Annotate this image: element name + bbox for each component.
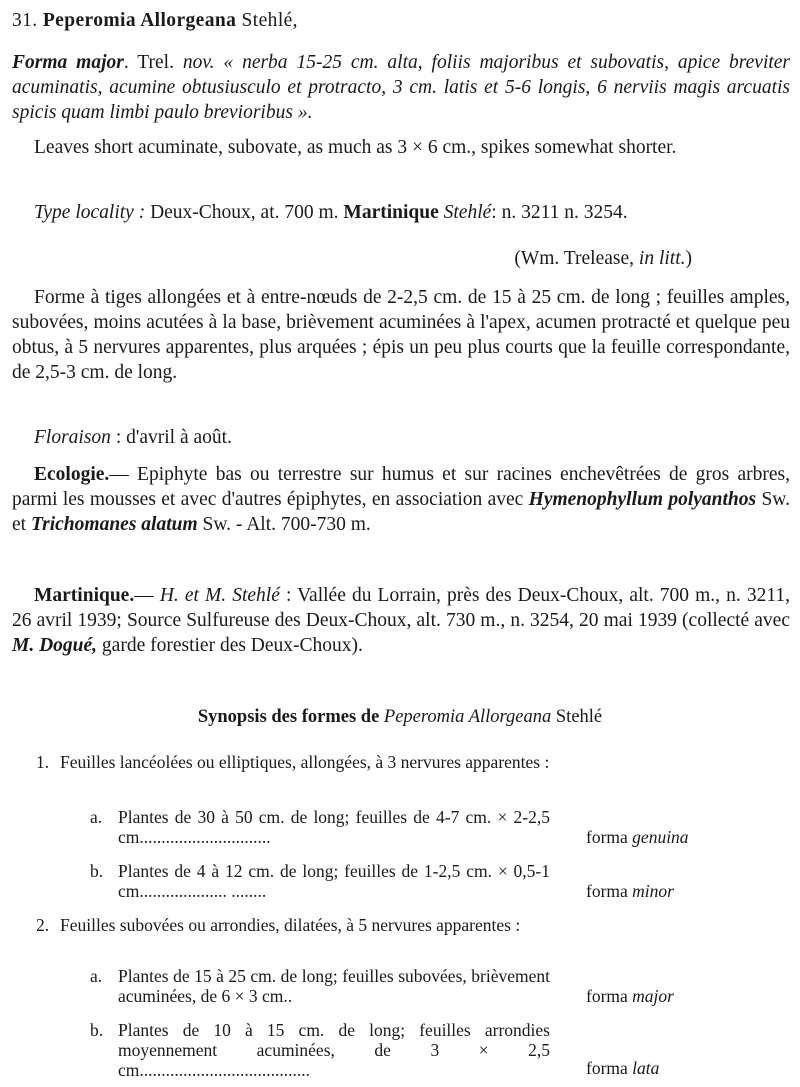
ecologie-species-2: Trichomanes alatum [30,514,198,535]
synopsis-item-number: b. [90,861,104,881]
forma-major-authority: . Trel. [123,52,174,73]
synopsis-title-author: Stehlé [555,707,603,727]
forma-major-nov: nov. [182,52,215,73]
ecologie-label: Ecologie. [34,464,110,485]
ecologie-text-2: Sw. et [12,489,790,535]
type-locality-place: Martinique [343,202,439,223]
trelease-credit [514,246,692,271]
type-locality-text: Deux-Choux, at. 700 m. [150,202,339,223]
martinique-collector-1: H. et M. Stehlé [159,585,280,606]
synopsis-item-text: Plantes de 15 à 25 cm. de long; feuilles subovées, brièvement acuminées, de 6 × 3 cm.. [118,966,550,1006]
ecologie-text-3: Sw. - Alt. 700-730 m. [202,514,371,535]
credit-post: ) [685,248,692,269]
forma-major-latin: « nerba 15-25 cm. alta, foliis majoribus et subovatis, apice breviter acuminatis, acumine obtusiusculo et protracto, 3 cm. latis et 5-6 longis, 6 nerviis magis arcuatis spicis quam limbi paulo brevioribus ». [12,52,791,123]
synopsis-item-text: Feuilles lancéolées ou elliptiques, allongées, à 3 nervures apparentes : [60,752,550,772]
martinique-label: Martinique. [34,585,135,606]
credit-italic: in litt. [638,248,686,269]
forma-label-minor: forma minor [586,881,674,901]
species-author: Stehlé, [241,10,298,31]
type-locality-paragraph [12,200,790,225]
synopsis-item-number: a. [90,966,103,986]
martinique-dash: — [134,585,160,606]
floraison-paragraph [12,425,790,450]
synopsis-title-pre: Synopsis des formes de [197,707,380,727]
forma-label-lata: forma lata [586,1058,660,1078]
synopsis-item-number: 2. [36,915,50,935]
type-locality-label: Type locality : [34,202,146,223]
forma-major-paragraph [12,50,790,125]
synopsis-item-text: Feuilles subovées ou arrondies, dilatées, à 5 nervures apparentes : [60,915,521,935]
martinique-collector-2: M. Dogué, [12,635,98,656]
forma-major-name: Forma major [12,52,124,73]
forma-label-genuina: forma genuina [586,827,689,847]
forma-label-major: forma major [586,986,674,1006]
synopsis-item-text: Plantes de 10 à 15 cm. de long; feuilles arrondies moyennement acuminées, de 3 × 2,5 cm....................................... [118,1020,550,1080]
synopsis-item-text: Plantes de 30 à 50 cm. de long; feuilles de 4-7 cm. × 2-2,5 cm.............................. [118,807,550,847]
martinique-text-2: garde forestier des Deux-Choux). [101,635,363,656]
english-description: Leaves short acuminate, subovate, as much as 3 × 6 cm., spikes somewhat shorter. [34,137,677,158]
french-description: Forme à tiges allongées et à entre-nœuds de 2-2,5 cm. de 15 à 25 cm. de long ; feuilles amples, subovées, moins acutées à la base, brièvement acuminées à l'apex, acumen protracté et quelque peu obtus, à 5 nervures apparentes, plus arquées ; épis un peu plus courts que la feuille correspondante, de 2,5-3 cm. de long. [12,287,790,383]
floraison-label: Floraison [34,427,111,448]
type-locality-numbers: : n. 3211 n. 3254. [491,202,628,223]
martinique-text-1: : Vallée du Lorrain, près des Deux-Choux, alt. 700 m., n. 3211, 26 avril 1939; Source Sulfureuse des Deux-Choux, alt. 730 m., n. 3254, 20 mai 1939 (collecté avec [12,585,791,631]
ecologie-paragraph [12,462,790,537]
floraison-text: : d'avril à août. [110,427,232,448]
species-name: Peperomia Allorgeana [42,10,237,31]
synopsis-item-text: Plantes de 4 à 12 cm. de long; feuilles de 1-2,5 cm. × 0,5-1 cm.................... ........ [118,861,550,901]
synopsis-item-number: 1. [36,752,50,772]
ecologie-text-1: — Epiphyte bas ou terrestre sur humus et sur racines enchevêtrées de gros arbres, parmi les mousses et avec d'autres épiphytes, en association avec [12,464,790,510]
synopsis-title-species: Peperomia Allorgeana [383,707,552,727]
species-number: 31. [12,10,38,31]
species-heading [12,8,790,33]
synopsis-title [0,705,800,730]
martinique-paragraph [12,583,790,658]
synopsis-item-number: a. [90,807,103,827]
credit-pre: (Wm. Trelease, [514,248,635,269]
ecologie-species-1: Hymenophyllum polyanthos [528,489,757,510]
type-locality-collector: Stehlé [443,202,492,223]
synopsis-item-number: b. [90,1020,104,1040]
